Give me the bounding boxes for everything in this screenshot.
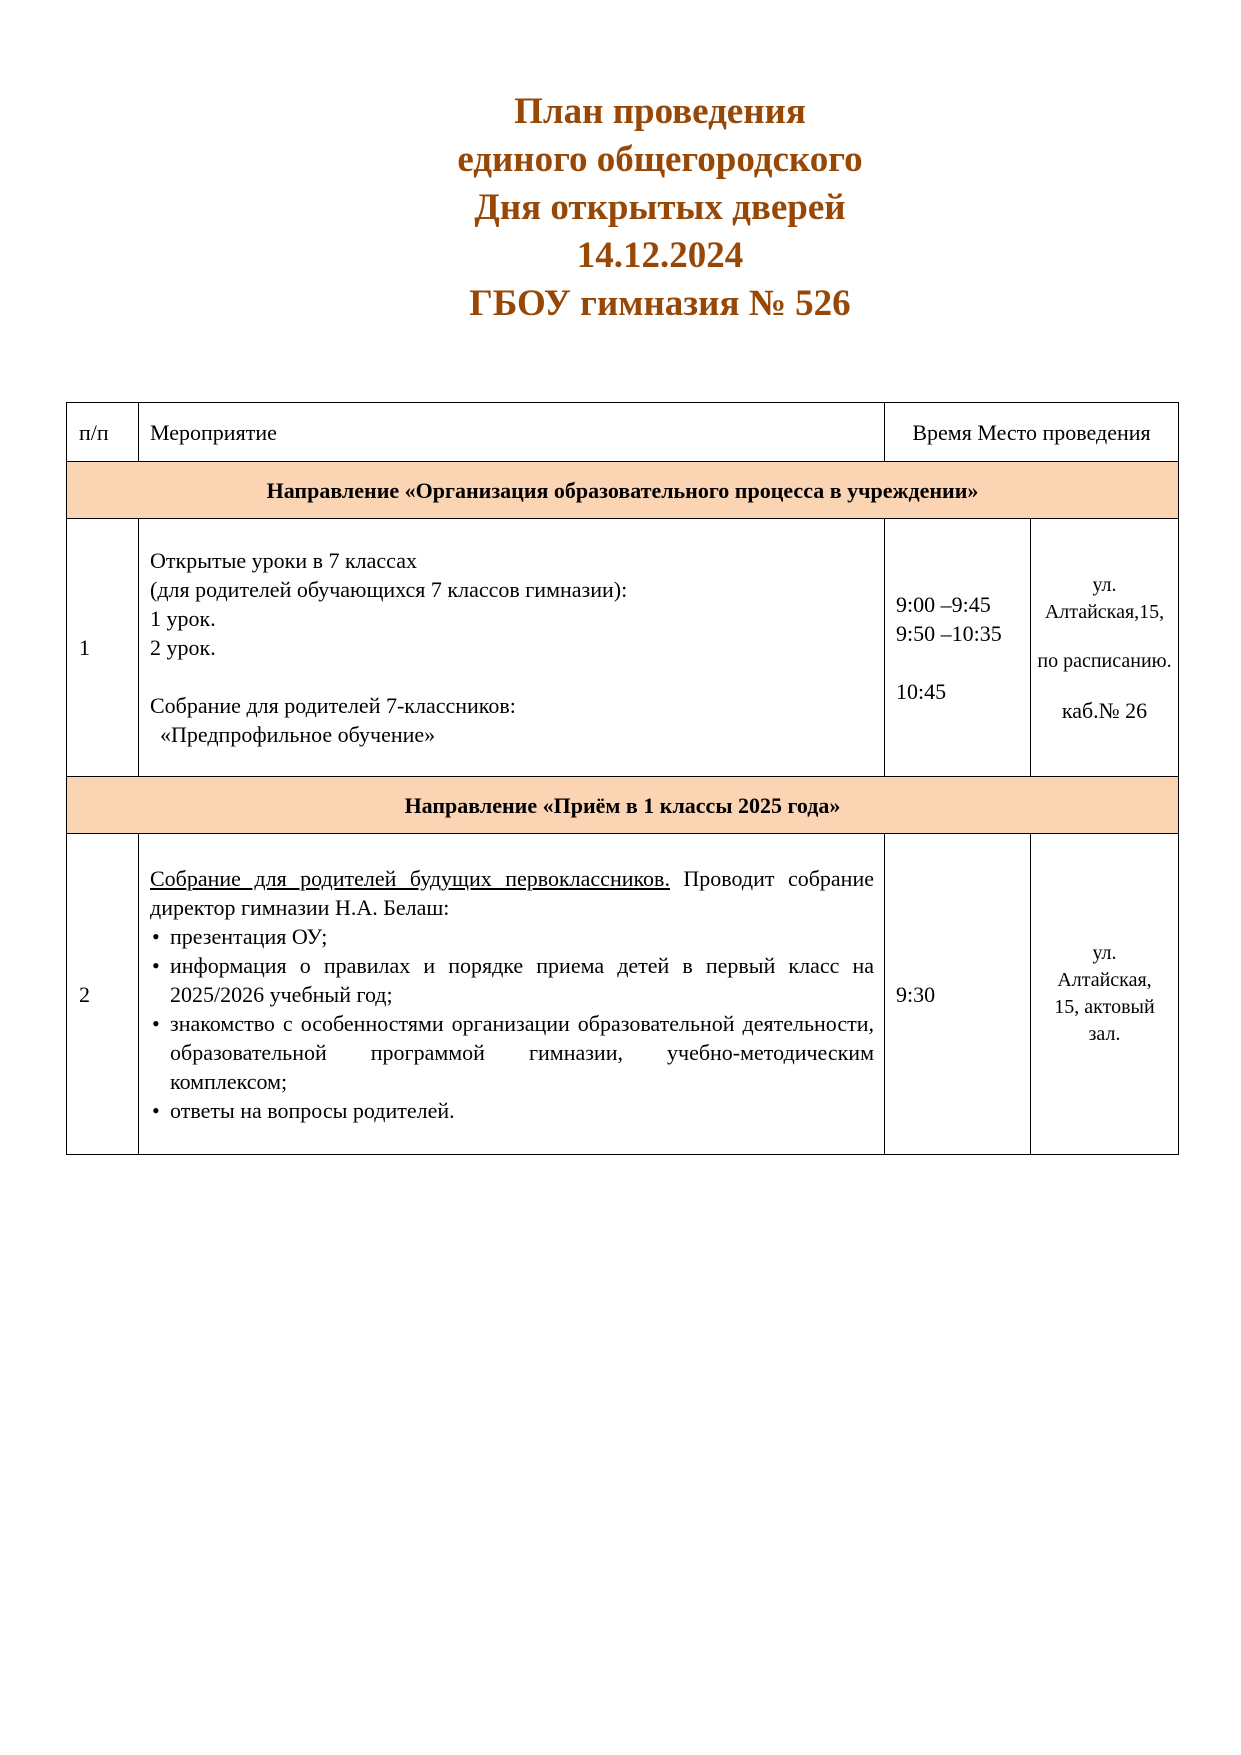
- event-line: Открытые уроки в 7 классах: [150, 548, 417, 573]
- place-spacer: [1031, 675, 1178, 697]
- direction-row: [67, 777, 1179, 834]
- time-cell: [885, 519, 1031, 777]
- title-line: ГБОУ гимназия № 526: [469, 283, 851, 324]
- time-value: 9:50 –10:35: [896, 620, 1002, 646]
- direction-row: [67, 462, 1179, 519]
- place-spacer: [1031, 626, 1178, 648]
- place-line: по расписанию.: [1037, 649, 1172, 672]
- event-intro-rest: Проводит собрание директор гимназии Н.А. Белаш:: [150, 865, 874, 920]
- direction-label: Направление «Организация образовательного процесса в учреждении»: [67, 462, 1179, 519]
- list-item: • знакомство с особенностями организации образовательной деятельности, образовательной программой гимназии, учебно-методическим комплексом;: [150, 1009, 874, 1096]
- event-line: Собрание для родителей 7-классников:: [150, 693, 516, 718]
- header-time-place: Время Место проведения: [885, 403, 1179, 462]
- place-line: ул. Алтайская,15,: [1044, 573, 1165, 623]
- table-row: [67, 519, 1179, 777]
- header-num: п/п: [67, 403, 139, 462]
- list-item: • презентация ОУ;: [150, 922, 874, 951]
- event-cell: [139, 834, 885, 1155]
- title-line: Дня открытых дверей: [474, 187, 846, 228]
- event-spacer: [150, 662, 874, 691]
- table-header-row: [67, 403, 1179, 462]
- title-line: План проведения: [514, 91, 806, 132]
- place-line: каб.№ 26: [1061, 697, 1148, 723]
- event-cell: [139, 519, 885, 777]
- event-intro: [150, 864, 874, 922]
- list-item: • ответы на вопросы родителей.: [150, 1096, 874, 1125]
- event-plan-table: [66, 402, 1179, 1155]
- event-bullet-list: [150, 922, 874, 1125]
- time-spacer: [896, 648, 1030, 677]
- table-row: [67, 834, 1179, 1155]
- event-line: «Предпрофильное обучение»: [160, 722, 436, 747]
- row-number: 2: [67, 834, 139, 1155]
- time-cell: 9:30: [885, 834, 1031, 1155]
- place-cell: ул. Алтайская, 15, актовый зал.: [1031, 834, 1179, 1155]
- header-event: Мероприятие: [139, 403, 885, 462]
- event-line: 1 урок.: [150, 606, 216, 631]
- place-cell: [1031, 519, 1179, 777]
- direction-label: Направление «Приём в 1 классы 2025 года»: [67, 777, 1179, 834]
- time-value: 10:45: [896, 678, 947, 704]
- title-line: единого общегородского: [457, 139, 863, 180]
- time-value: 9:00 –9:45: [896, 591, 991, 617]
- title-line: 14.12.2024: [576, 235, 744, 276]
- event-intro-underlined: Собрание для родителей будущих первоклассников.: [150, 865, 670, 891]
- event-line: (для родителей обучающихся 7 классов гимназии):: [150, 577, 628, 602]
- event-line: 2 урок.: [150, 635, 216, 660]
- list-item: • информация о правилах и порядке приема детей в первый класс на 2025/2026 учебный год;: [150, 951, 874, 1009]
- row-number: 1: [67, 519, 139, 777]
- document-title: [0, 88, 1241, 328]
